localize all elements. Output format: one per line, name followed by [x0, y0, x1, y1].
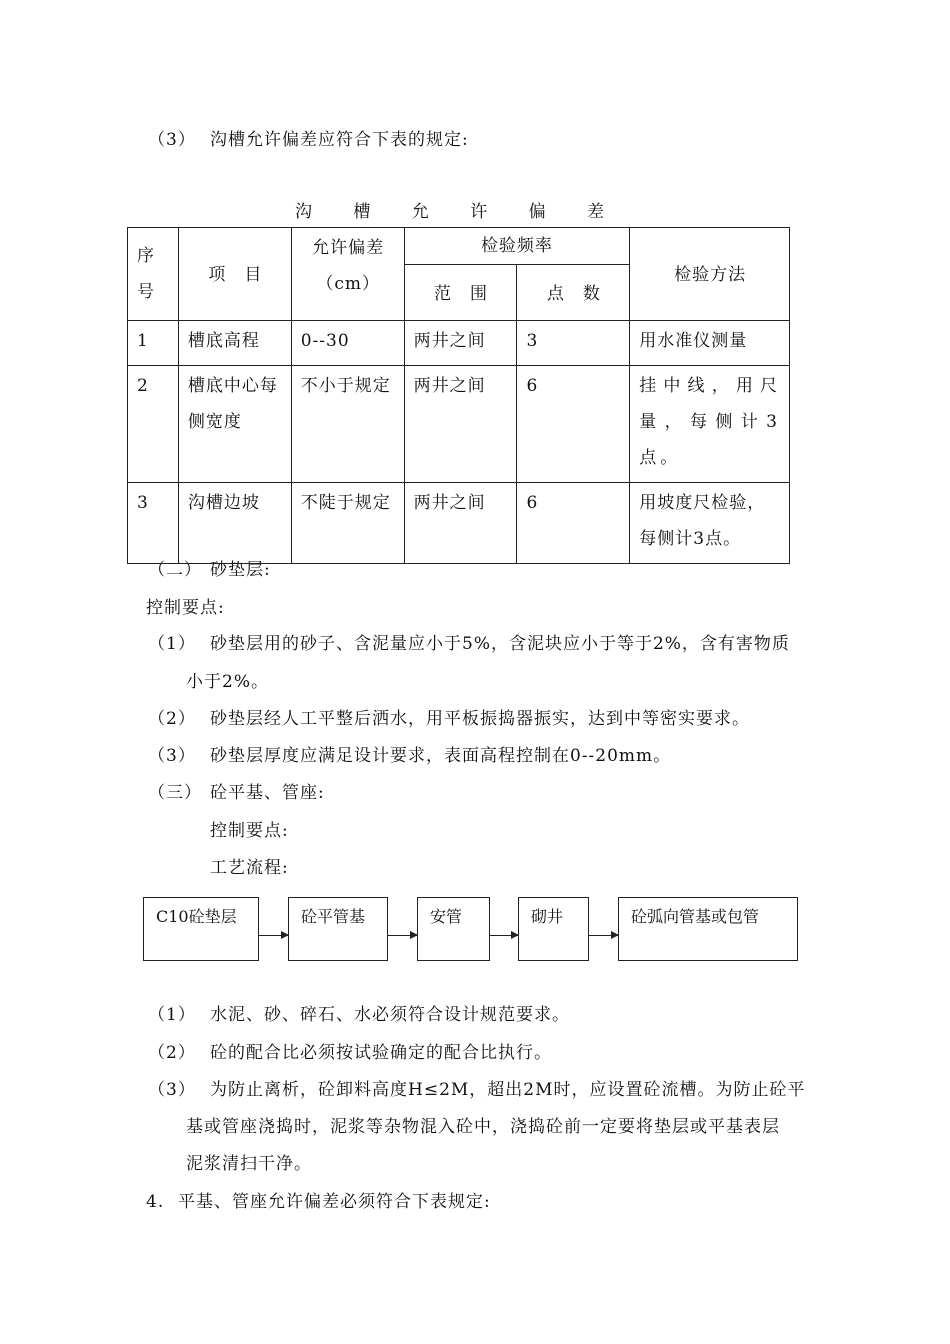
cell-item: 槽底中心每侧宽度 — [178, 366, 291, 483]
cell-seq: 2 — [128, 366, 179, 483]
intro-text: 沟槽允许偏差应符合下表的规定: — [210, 130, 469, 150]
cell-range: 两井之间 — [404, 366, 517, 483]
cell-seq: 3 — [128, 483, 179, 564]
cell-tolerance: 不小于规定 — [291, 366, 404, 483]
sand-control-points: 控制要点: — [146, 598, 225, 618]
item-number: （3） — [148, 1080, 196, 1100]
cell-tolerance: 不陡于规定 — [291, 483, 404, 564]
tolerance-table — [127, 227, 790, 564]
concrete-heading-number: （三） — [148, 783, 202, 803]
item-number: （3） — [148, 746, 196, 766]
item-text: 砂垫层经人工平整后洒水，用平板振捣器振实，达到中等密实要求。 — [210, 709, 750, 729]
sand-item-3 — [148, 741, 671, 766]
sand-item-1 — [148, 629, 790, 654]
table-row — [128, 321, 790, 366]
flow-arrow — [388, 935, 417, 936]
intro-paragraph — [148, 125, 469, 150]
concrete-heading-text: 砼平基、管座: — [210, 783, 325, 803]
header-tolerance-line1: 允许偏差 — [312, 238, 385, 258]
header-tolerance-line2: （cm） — [316, 274, 380, 294]
table-row — [128, 483, 790, 564]
sand-heading-text: 砂垫层: — [210, 560, 271, 580]
section-4-heading — [146, 1187, 491, 1212]
item-number: （2） — [148, 1043, 196, 1063]
item-text: 砂垫层用的砂子、含泥量应小于5%，含泥块应小于等于2%，含有害物质 — [210, 634, 790, 654]
flow-arrow — [490, 935, 518, 936]
item-number: （1） — [148, 1005, 196, 1025]
flow-step-c10-cushion: C10砼垫层 — [143, 897, 259, 961]
cell-method: 挂中线，用尺量，每侧计3点。 — [630, 366, 790, 483]
sand-heading-number: （二） — [148, 560, 202, 580]
cell-method: 用水准仪测量 — [630, 321, 790, 366]
header-item: 项 目 — [178, 228, 291, 321]
concrete-control-points: 控制要点: — [210, 821, 289, 841]
cell-points: 6 — [517, 483, 630, 564]
intro-number: （3） — [148, 130, 196, 150]
concrete-heading — [148, 778, 325, 803]
header-seq: 序号 — [128, 228, 179, 321]
cell-item: 槽底高程 — [178, 321, 291, 366]
header-frequency: 检验频率 — [404, 228, 630, 265]
item-number: （2） — [148, 709, 196, 729]
concrete-item-3-continued: 泥浆清扫干净。 — [186, 1154, 312, 1174]
cell-range: 两井之间 — [404, 483, 517, 564]
cell-method: 用坡度尺检验，每侧计3点。 — [630, 483, 790, 564]
concrete-item-2 — [148, 1038, 552, 1063]
section-4-text: 平基、管座允许偏差必须符合下表规定: — [178, 1192, 491, 1212]
table-title: 沟 槽 允 许 偏 差 — [294, 202, 623, 222]
cell-seq: 1 — [128, 321, 179, 366]
sand-item-2 — [148, 704, 750, 729]
sand-heading — [148, 555, 271, 580]
item-text: 砼的配合比必须按试验确定的配合比执行。 — [210, 1043, 552, 1063]
item-text: 水泥、砂、碎石、水必须符合设计规范要求。 — [210, 1005, 570, 1025]
table-row — [128, 366, 790, 483]
cell-points: 6 — [517, 366, 630, 483]
concrete-item-3-continued: 基或管座浇捣时，泥浆等杂物混入砼中，浇捣砼前一定要将垫层或平基表层 — [186, 1117, 780, 1137]
item-number: （1） — [148, 634, 196, 654]
flow-arrow — [589, 935, 618, 936]
concrete-item-3 — [148, 1075, 806, 1100]
flow-step-arc-base: 砼弧向管基或包管 — [618, 897, 798, 961]
header-method: 检验方法 — [630, 228, 790, 321]
cell-points: 3 — [517, 321, 630, 366]
table-header-row — [128, 228, 790, 265]
flow-step-manhole: 砌井 — [518, 897, 589, 961]
flow-step-pipe-install: 安管 — [417, 897, 490, 961]
cell-tolerance: 0--30 — [291, 321, 404, 366]
sand-item-1-continued: 小于2%。 — [186, 672, 269, 692]
section-4-number: 4. — [146, 1192, 165, 1212]
header-tolerance — [291, 228, 404, 321]
header-range: 范 围 — [404, 265, 517, 321]
concrete-process-label: 工艺流程: — [210, 858, 289, 878]
item-text: 为防止离析，砼卸料高度H≤2M，超出2M时，应设置砼流槽。为防止砼平 — [210, 1080, 806, 1100]
cell-item: 沟槽边坡 — [178, 483, 291, 564]
cell-range: 两井之间 — [404, 321, 517, 366]
concrete-item-1 — [148, 1000, 570, 1025]
item-text: 砂垫层厚度应满足设计要求，表面高程控制在0--20mm。 — [210, 746, 672, 766]
flow-step-flat-base: 砼平管基 — [288, 897, 388, 961]
header-points: 点 数 — [517, 265, 630, 321]
flow-arrow — [259, 935, 288, 936]
